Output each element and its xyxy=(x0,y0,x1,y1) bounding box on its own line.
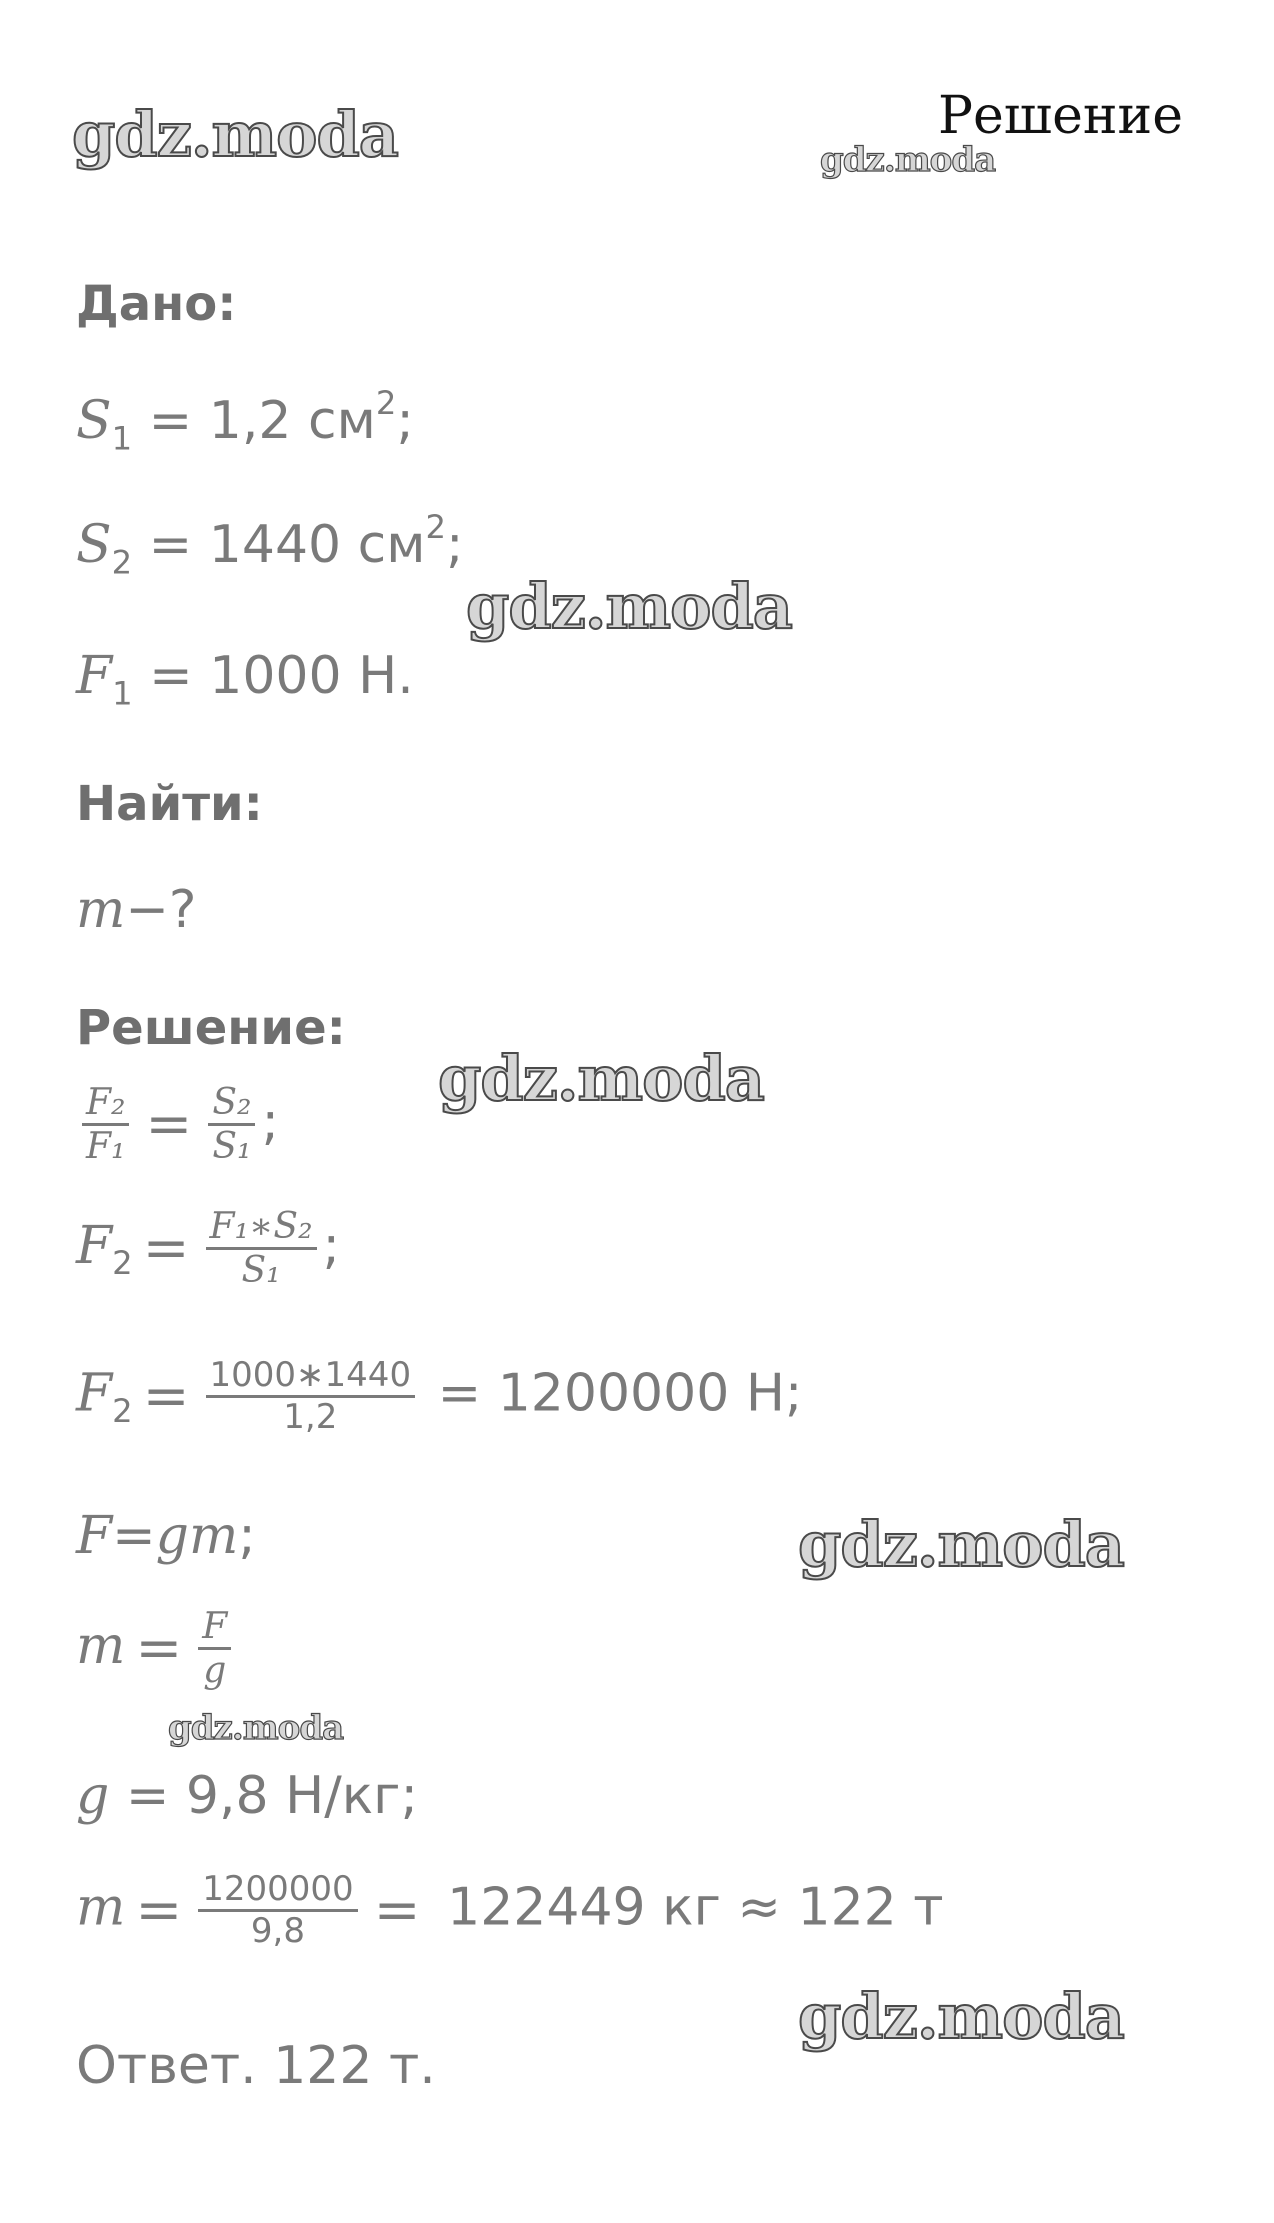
given-s1: $S_1 = 1,2$ $см^2$; xyxy=(76,384,414,458)
answer-text: Ответ. 122 т. xyxy=(76,2036,436,2096)
solution-step-f2-formula: $F_2$ = $\frac{\text{F₁∗S₂}}{\text{S₁}}$ ; xyxy=(76,1206,341,1292)
given-f1: $F_1 = 1000$ Н. xyxy=(76,646,414,713)
solution-step-g: g = 9,8 Н/кг; xyxy=(76,1766,419,1826)
find-heading: Найти: xyxy=(76,776,263,832)
given-heading: Дано: xyxy=(76,276,237,332)
solution-step-f-gm: F=gm; xyxy=(76,1506,256,1566)
solution-step-m-value: m = $\frac{1200000}{9,8}$ = 122449 кг ≈ 122 т xyxy=(76,1869,944,1952)
solution-step-f2-value: $F_2$ = $\frac{1000∗1440}{1,2}$ = 1200000 Н; xyxy=(76,1355,803,1438)
watermark: gdz.moda xyxy=(466,570,792,643)
watermark: gdz.moda xyxy=(798,1980,1124,2053)
solution-step-m-formula: m = $\frac{F}{g}$ xyxy=(76,1606,237,1692)
watermark: gdz.moda xyxy=(798,1508,1124,1581)
find-target: m−? xyxy=(76,880,197,940)
watermark: gdz.moda xyxy=(820,140,996,180)
page-title: Решение xyxy=(938,86,1183,146)
watermark: gdz.moda xyxy=(438,1042,764,1115)
solution-heading: Решение: xyxy=(76,1000,346,1056)
watermark: gdz.moda xyxy=(72,98,398,171)
watermark: gdz.moda xyxy=(168,1708,344,1748)
given-s2: $S_2 = 1440$ $см^2$; xyxy=(76,508,464,582)
solution-step-ratio: $\frac{\text{F₂}}{\text{F₁}}$ = $\frac{\text{S₂}}{\text{S₁}}$ ; xyxy=(76,1082,279,1168)
